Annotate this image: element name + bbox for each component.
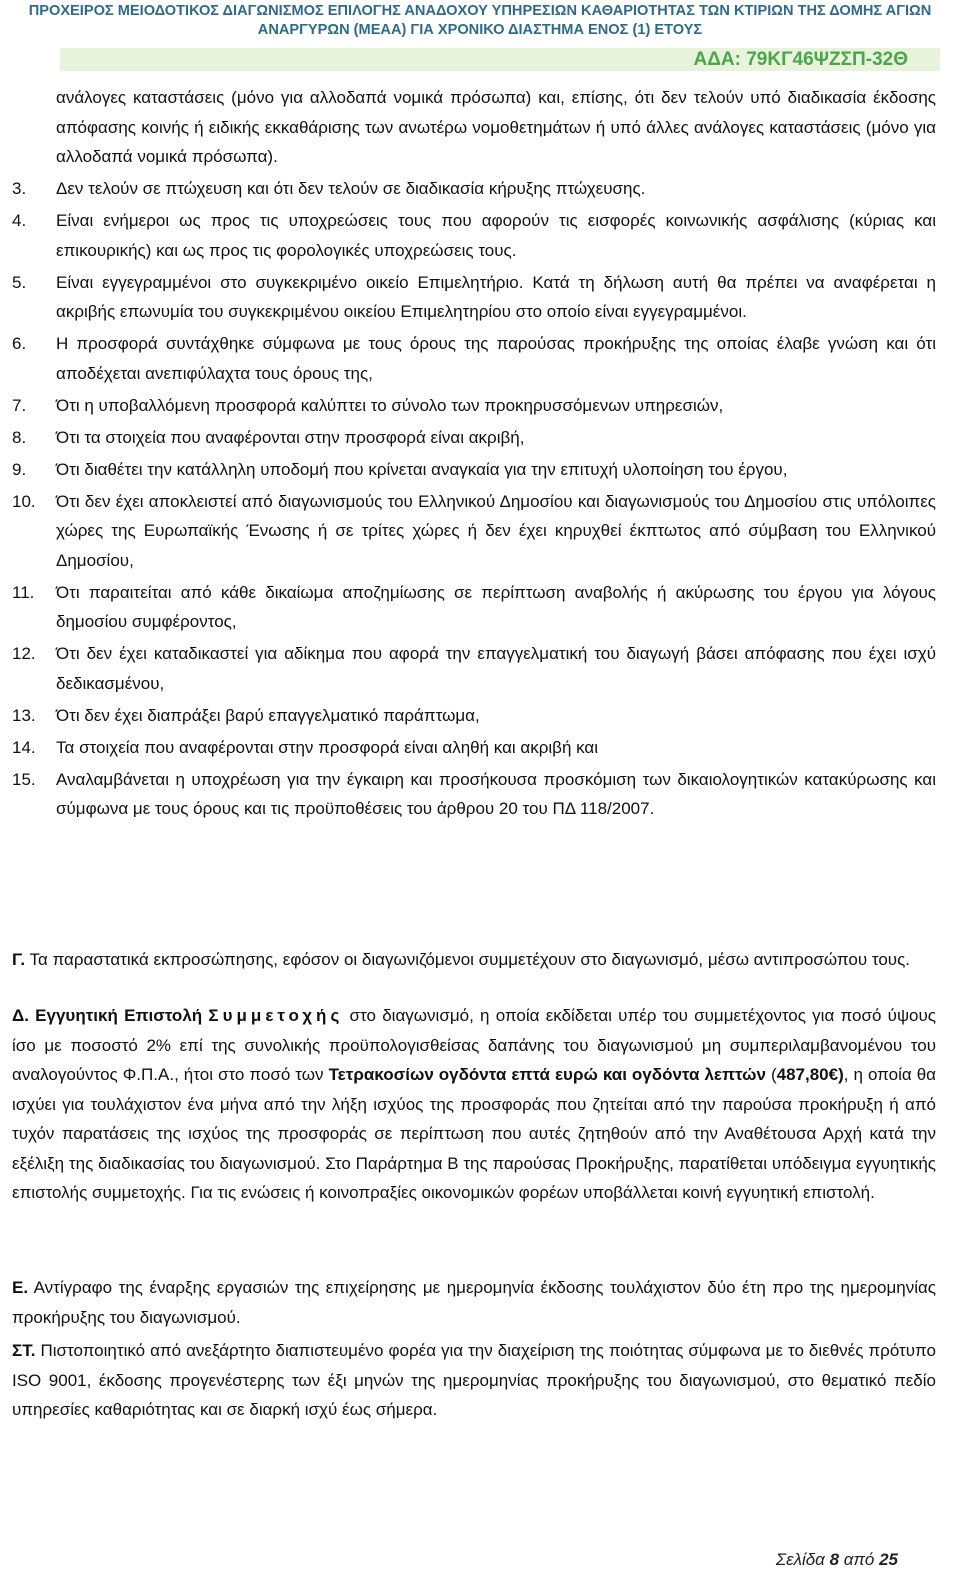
section-st <box>12 1336 936 1425</box>
section-d-label: Δ. Εγγυητική Επιστολή <box>12 1006 203 1025</box>
item-text: Αναλαμβάνεται η υποχρέωση για την έγκαιρη και προσήκουσα προσκόμιση των δικαιολογητικών κατακύρωσης και σύμφωνα με τους όρους και τις προϋποθέσεις του άρθρου 20 του ΠΔ 118/2007. <box>56 769 936 818</box>
item-number: 15. <box>12 769 36 789</box>
item-number: 7. <box>12 395 27 415</box>
document-header <box>0 0 960 40</box>
item-text: Ότι τα στοιχεία που αναφέρονται στην προσφορά είναι ακριβή, <box>56 427 525 447</box>
item-number: 14. <box>12 737 36 757</box>
item-number: 3. <box>12 179 27 198</box>
item-text: Ότι δεν έχει αποκλειστεί από διαγωνισμούς του Ελληνικού Δημοσίου και διαγωνισμούς του Δημοσίου στις υπόλοιπες χώρες της Ευρωπαϊκής Ένωσης ή σε τρίτες χώρες ή δεν έχει κηρυχθεί έκπτωτος από σύμβαση του Ελληνικού Δημοσίου, <box>56 491 936 570</box>
paren-open: ( <box>770 1065 777 1084</box>
page-mid: από <box>843 1550 875 1569</box>
header-line-1: ΠΡΟΧΕΙΡΟΣ ΜΕΙΟΔΟΤΙΚΟΣ ΔΙΑΓΩΝΙΣΜΟΣ ΕΠΙΛΟΓΗΣ ΑΝΑΔΟΧΟΥ ΥΠΗΡΕΣΙΩΝ ΚΑΘΑΡΙΟΤΗΤΑΣ ΤΩΝ ΚΤΙΡΙΩΝ ΤΗΣ ΔΟΜΗΣ ΑΓΙΩΝ <box>28 3 932 19</box>
item-text: Δεν τελούν σε πτώχευση και ότι δεν τελούν σε διαδικασία κήρυξης πτώχευσης. <box>56 179 646 198</box>
item-text: Τα στοιχεία που αναφέρονται στην προσφορά είναι αληθή και ακριβή και <box>56 737 599 757</box>
section-e <box>12 1273 936 1332</box>
list-item <box>12 174 936 204</box>
list-item <box>12 487 936 576</box>
item-number: 6. <box>12 334 27 353</box>
item-text: Ότι δεν έχει διαπράξει βαρύ επαγγελματικό παράπτωμα, <box>56 705 480 725</box>
section-g <box>12 945 936 975</box>
list-item <box>12 268 936 327</box>
list-item <box>12 391 936 421</box>
amount-in-words: Τετρακοσίων ογδόντα επτά ευρώ και ογδόντα λεπτών <box>328 1065 766 1084</box>
ada-code: ΑΔΑ: 79ΚΓ46ΨΖΣΠ-32Θ <box>693 49 908 70</box>
item-number: 5. <box>12 272 27 292</box>
section-e-label: Ε. <box>12 1278 29 1297</box>
section-d-text-1: στο διαγωνισμό, η οποία εκδίδεται υπέρ του συμμετέχοντος για ποσό ύψους ίσο με ποσοστό 2% επί της συνολικής προϋπολογισθείσας δαπάνης του διαγωνισμού μη συμπεριλαμβανομένου του αναλογούντος Φ.Π.Α., ήτοι στο ποσό των <box>12 1006 937 1084</box>
list-item <box>12 701 936 731</box>
header-line-2: ΑΝΑΡΓΥΡΩΝ (ΜΕΑΑ) ΓΙΑ ΧΡΟΝΙΚΟ ΔΙΑΣΤΗΜΑ ΕΝΟΣ (1) ΕΤΟΥΣ <box>257 22 703 38</box>
item-number: 13. <box>12 705 36 725</box>
item-number: 10. <box>12 491 36 511</box>
item-text: Ότι διαθέτει την κατάλληλη υποδομή που κρίνεται αναγκαία για την επιτυχή υλοποίηση του έργου, <box>56 459 788 479</box>
list-item <box>12 639 936 698</box>
item-number: 12. <box>12 644 36 663</box>
section-d <box>12 1001 936 1208</box>
declaration-list <box>12 83 936 826</box>
item-number: 9. <box>12 459 27 479</box>
section-e-text: Αντίγραφο της έναρξης εργασιών της επιχείρησης με ημερομηνία έκδοσης τουλάχιστον δύο έτη προ της ημερομηνίας προκήρυξης του διαγωνισμού. <box>12 1278 936 1327</box>
section-g-text: Τα παραστατικά εκπροσώπησης, εφόσον οι διαγωνιζόμενοι συμμετέχουν στο διαγωνισμό, μέσω αντιπροσώπου τους. <box>29 950 910 969</box>
item-text: Είναι εγγεγραμμένοι στο συγκεκριμένο οικείο Επιμελητήριο. Κατά τη δήλωση αυτή θα πρέπει να αναφέρεται η ακριβής επωνυμία του συγκεκριμένου οικείου Επιμελητηρίου στο οποίο είναι εγγεγραμμένοι. <box>56 272 936 321</box>
page-number <box>776 1550 898 1570</box>
ada-bar <box>60 48 940 71</box>
section-g-label: Γ. <box>12 950 26 969</box>
item-text: Είναι ενήμεροι ως προς τις υποχρεώσεις τους που αφορούν τις εισφορές κοινωνικής ασφάλισης (κύριας και επικουρικής) και ως προς τις φορολογικές υποχρεώσεις τους. <box>56 211 936 260</box>
section-st-text: Πιστοποιητικό από ανεξάρτητο διαπιστευμένο φορέα για την διαχείριση της ποιότητας σύμφωνα με το διεθνές πρότυπο ISO 9001, έκδοσης προγενέστερης των έξι μηνών της ημερομηνίας προκήρυξης του διαγωνισμού, στο θεματικό πεδίο υπηρεσίες καθαριότητας και σε διαρκή ισχύ έως σήμερα. <box>12 1341 936 1419</box>
total-pages: 25 <box>879 1550 898 1569</box>
item-number: 4. <box>12 211 27 230</box>
section-d-text-2: , η οποία θα ισχύει για τουλάχιστον ένα μήνα από την λήξη ισχύος της προσφοράς που ζητείται από την παρούσα προκήρυξη ή από τυχόν παρατάσεις της ισχύος της προσφοράς σε περίπτωση που αυτές ζητηθούν από την Αναθέτουσα Αρχή κατά την εξέλιξη της διαδικασίας του διαγωνισμού. Στο Παράρτημα Β της παρούσας Προκήρυξης, παρατίθεται υπόδειγμα εγγυητικής επιστολής συμμετοχής. Για τις ενώσεις ή κοινοπραξίες οικονομικών φορέων υποβάλλεται κοινή εγγυητική επιστολή. <box>12 1065 936 1202</box>
paren-close: ) <box>838 1065 844 1084</box>
item-number: 11. <box>12 582 35 602</box>
section-st-label: ΣΤ. <box>12 1341 36 1360</box>
page-prefix: Σελίδα <box>775 1550 825 1569</box>
item-text: Η προσφορά συντάχθηκε σύμφωνα με τους όρους της παρούσας προκήρυξης της οποίας έλαβε γνώση και ότι αποδέχεται ανεπιφύλαχτα τους όρους της, <box>56 334 936 383</box>
list-item <box>12 733 936 763</box>
list-item <box>12 329 936 388</box>
list-item <box>12 455 936 485</box>
item-text: Ότι παραιτείται από κάθε δικαίωμα αποζημίωσης σε περίπτωση αναβολής ή ακύρωσης του έργου για λόγους δημοσίου συμφέροντος, <box>56 582 936 631</box>
list-item <box>12 765 936 824</box>
amount-in-figures: 487,80€ <box>776 1065 839 1084</box>
item-text: Ότι δεν έχει καταδικαστεί για αδίκημα που αφορά την επαγγελματική του διαγωγή βάσει απόφασης που έχει ισχύ δεδικασμένου, <box>56 644 936 693</box>
list-item <box>12 206 936 265</box>
item-number: 8. <box>12 427 27 447</box>
continuation-paragraph: ανάλογες καταστάσεις (μόνο για αλλοδαπά νομικά πρόσωπα) και, επίσης, ότι δεν τελούν υπό διαδικασία έκδοσης απόφασης κοινής ή ειδικής εκκαθάρισης των ανωτέρω νομοθετημάτων ή υπό άλλες ανάλογες καταστάσεις (μόνο για αλλοδαπά νομικά πρόσωπα). <box>56 88 936 166</box>
section-d-spaced-word: Συμμετοχής <box>208 1006 344 1025</box>
list-item <box>12 423 936 453</box>
list-item <box>12 578 936 637</box>
item-text: Ότι η υποβαλλόμενη προσφορά καλύπτει το σύνολο των προκηρυσσόμενων υπηρεσιών, <box>56 395 724 415</box>
current-page: 8 <box>829 1550 840 1569</box>
